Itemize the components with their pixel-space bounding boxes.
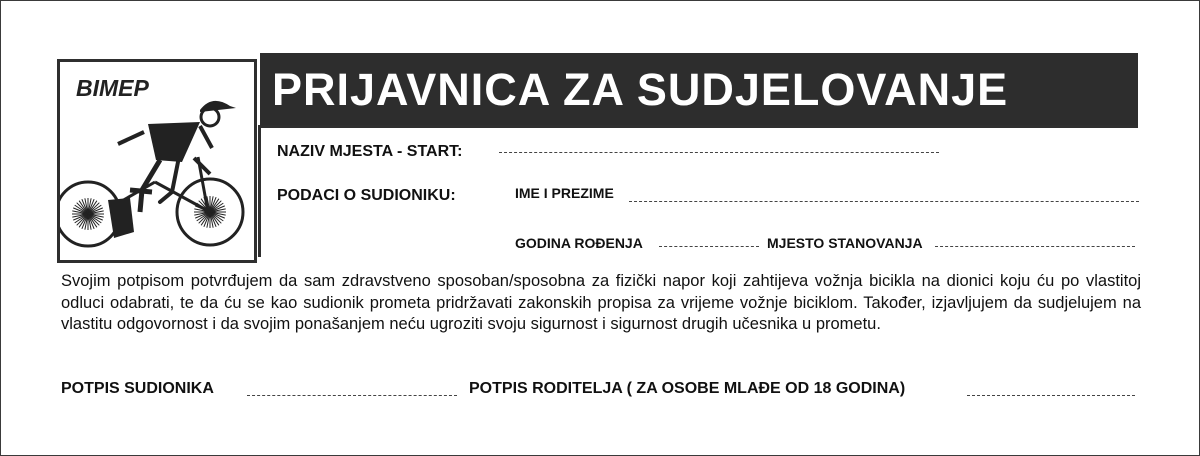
logo-box <box>57 59 257 263</box>
birth-field[interactable] <box>659 246 759 247</box>
cyclist-icon <box>60 62 254 260</box>
residence-label: MJESTO STANOVANJA <box>767 235 923 251</box>
page-title: PRIJAVNICA ZA SUDJELOVANJE <box>260 53 1138 125</box>
start-field[interactable] <box>499 152 939 153</box>
participant-signature-label: POTPIS SUDIONIKA <box>61 380 214 397</box>
statement-text: Svojim potpisom potvrđujem da sam zdravstveno sposoban/sposobna za fizički napor koji zahtijeva vožnja bicikla na dionici koju ću po vlastitoj odluci odabrati, te da ću se kao sudionik prometa pridržavati zakonskih propisa za vrijeme vožnje biciklom. Također, izjavljujem da sudjelujem na vlastitu odgovornost i da svojim ponašanjem neću ugroziti svoju sigurnost i sigurnost drugih učesnika u prometu. <box>61 272 1141 333</box>
birth-label: GODINA ROĐENJA <box>515 235 643 251</box>
residence-field[interactable] <box>935 246 1135 247</box>
logo-text: BIMEP <box>76 75 149 101</box>
parent-signature-field[interactable] <box>967 395 1135 396</box>
start-label: NAZIV MJESTA - START: <box>277 143 463 160</box>
frame-vertical-line <box>258 125 261 257</box>
participant-label: PODACI O SUDIONIKU: <box>277 187 456 204</box>
participant-signature-field[interactable] <box>247 395 457 396</box>
name-label: IME I PREZIME <box>515 185 614 201</box>
frame-horizontal-line <box>260 125 1138 128</box>
name-field[interactable] <box>629 201 1139 202</box>
parent-signature-label: POTPIS RODITELJA ( ZA OSOBE MLAĐE OD 18 GODINA) <box>469 380 906 397</box>
